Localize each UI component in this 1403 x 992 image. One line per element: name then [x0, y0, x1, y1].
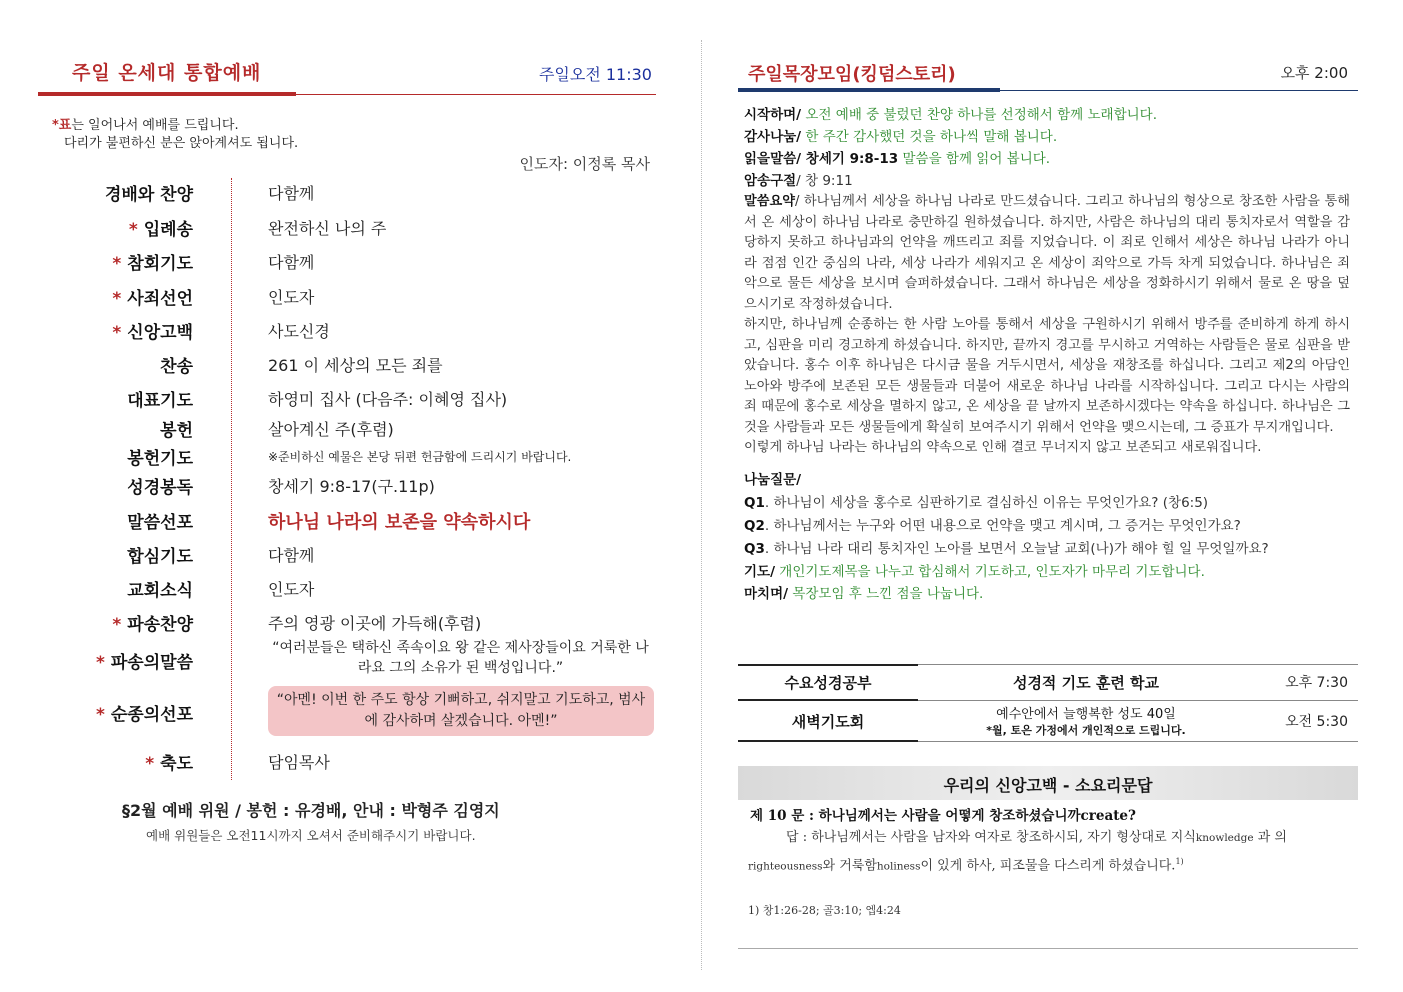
order-row: [38, 508, 656, 533]
stand-star: *: [112, 289, 122, 309]
order-label: 찬송: [160, 357, 193, 377]
small-group-title: 주일목장모임(킹덤스토리): [748, 64, 956, 85]
schedule-desc: 예수안에서 늘행복한 성도 40일: [996, 707, 1176, 722]
schedule-rule: [738, 664, 918, 666]
order-row: [38, 180, 656, 205]
order-label: * 사죄선언: [112, 289, 193, 309]
stand-star: *: [145, 754, 155, 774]
order-row: [38, 215, 656, 240]
order-value: 인도자: [268, 288, 315, 307]
order-value: 담임목사: [268, 753, 330, 772]
order-label: * 축도: [145, 754, 193, 774]
order-label: 성경봉독: [127, 478, 193, 498]
schedule-row: [738, 702, 1358, 738]
schedule-name: 수요성경공부: [784, 674, 872, 692]
small-group-page: [738, 0, 1358, 992]
header-rule-thin: [296, 94, 656, 95]
share-question-heading: 나눔질문/: [744, 471, 802, 488]
schedule-name: 새벽기도회: [791, 713, 865, 731]
sending-word: “여러분들은 택하신 족속이요 왕 같은 제사장들이요 거룩한 나라요 그의 소유가 된 백성입니다.”: [272, 640, 649, 676]
worship-time: 주일오전 11:30: [538, 65, 652, 84]
header-rule-thin: [1000, 90, 1358, 91]
summary-paragraph-1: 말씀요약/ 하나님께서 세상을 하나님 나라로 만드셨습니다. 그리고 하나님의 형상으로 창조한 사람을 통해서 온 세상이 하나님 나라로 충만하길 원하셨습니다. 하지만, 사람은 하나님의 대리 통치자로서 역할을 감당하지 못하고 하나님과의 언약을 깨뜨리고 죄를 지었습니다. 이 죄로 인해서 세상은 하나님 나라가 아니라 점점 인간 중심의 나라, 세상 나라가 세워지고 온 세상이 죄악으로 가득 차게 되었습니다. 하나님은 죄악으로 물든 세상을 보시며 슬퍼하셨습니다. 그래서 하나님은 세상을 정화하시기 위해서 물로 온 땅을 덮으시기로 작정하셨습니다.: [744, 194, 1350, 312]
order-label: * 파송찬양: [112, 615, 193, 635]
schedule-desc: 성경적 기도 훈련 학교: [1012, 674, 1160, 692]
order-label: * 파송의말씀: [95, 653, 193, 673]
order-row: [38, 249, 656, 274]
stand-star: *: [95, 705, 105, 725]
worship-header: [38, 58, 656, 98]
order-row: [38, 640, 656, 676]
reading-line: 읽을말씀/ 창세기 9:8-13 말씀을 함께 읽어 봅니다.: [744, 151, 1051, 167]
schedule-rule: [918, 741, 1358, 742]
schedule-note: *월, 토은 가정에서 개인적으로 드립니다.: [986, 724, 1186, 737]
worship-title: 주일 온세대 통합예배: [72, 62, 262, 84]
order-row: [38, 610, 656, 635]
catechism-answer: 답 : 하나님께서는 사람을 남자와 여자로 창조하시되, 자기 형상대로 지식knowledge 과 의righteousness와 거룩함holiness이 있게 하사, 피조물을 다스리게 하셨습니다.$^{1)}$: [748, 830, 1287, 874]
stand-star: *: [112, 323, 122, 343]
schedule-rule: [918, 700, 1358, 701]
header-rule-thick: [738, 88, 1000, 92]
bottom-rule: [738, 948, 1358, 949]
catechism-footnote: 1) 창1:26-28; 골3:10; 엡4:24: [748, 904, 901, 917]
order-label: 봉헌: [160, 421, 193, 441]
order-row: [38, 473, 656, 498]
order-row: [38, 318, 656, 343]
start-line: 시작하며/ 오전 예배 중 불렀던 찬양 하나를 선정해서 함께 노래합니다.: [744, 107, 1158, 123]
order-value: 살아계신 주(후렴): [268, 420, 394, 439]
worship-order-page: [38, 0, 656, 992]
sermon-title: 하나님 나라의 보존을 약속하시다: [268, 511, 531, 533]
obedience-declaration: “아멘! 이번 한 주도 항상 기뻐하고, 쉬지말고 기도하고, 범사에 감사하며 살겠습니다. 아멘!”: [268, 686, 654, 736]
order-row: [38, 542, 656, 567]
question-1: Q1. 하나님이 세상을 홍수로 심판하기로 결심하신 이유는 무엇인가요? (창6:5): [744, 494, 1209, 511]
order-label: 경배와 찬양: [104, 185, 193, 205]
stand-star: *: [112, 254, 122, 274]
order-label: * 입례송: [128, 220, 193, 240]
order-value: 사도신경: [268, 322, 330, 341]
order-row: [38, 576, 656, 601]
schedule-time: 오전 5:30: [1285, 714, 1348, 730]
question-3: Q3. 하나님 나라 대리 통치자인 노아를 보면서 오늘날 교회(나)가 해야 힐 일 무엇일까요?: [744, 540, 1269, 557]
memory-verse-line: 암송구절/ 창 9:11: [744, 173, 853, 189]
thanks-line: 감사나눔/ 한 주간 감사했던 것을 하나씩 말해 봅니다.: [744, 129, 1058, 145]
order-row: [38, 352, 656, 377]
worship-staff: §2월 예배 위원 / 봉헌 : 유경배, 안내 : 박형주 김영지: [122, 801, 500, 820]
notice-line-1: 는 일어나서 예배를 드립니다.: [71, 118, 239, 133]
order-row: [38, 749, 656, 774]
small-group-header: [738, 58, 1358, 98]
order-label: 봉헌기도: [127, 449, 193, 469]
order-value: 다함께: [268, 253, 315, 272]
schedule-rule: [918, 664, 1358, 665]
order-label: * 신앙고백: [112, 323, 193, 343]
order-row: [38, 692, 656, 729]
footnote-mark: 1): [1175, 857, 1184, 866]
order-row: [38, 386, 656, 411]
schedule-rule: [738, 740, 918, 742]
stand-star: *: [128, 220, 138, 240]
standing-notice: [52, 117, 298, 153]
order-value: 창세기 9:8-17(구.11p): [268, 477, 435, 496]
order-value: 인도자: [268, 580, 315, 599]
prayer-line: 기도/ 개인기도제목을 나누고 합심해서 기도하고, 인도자가 마무리 기도합니다.: [744, 563, 1205, 580]
summary-paragraph-2: 하지만, 하나님께 순종하는 한 사람 노아를 통해서 세상을 구원하시기 위해서 방주를 준비하게 하게 하시고, 심판을 미리 경고하게 하셨습니다. 하지만, 끝까지 경고를 무시하고 거역하는 사람들은 물로 심판을 받았습니다. 홍수 이후 하나님은 다시금 물을 거두시면서, 세상을 재창조를 하십니다. 그리고 제2의 아담인 노아와 방주에 보존된 모든 생물들과 더불어 새로운 하나님 나라를 시작하십니다. 그리고 다시는 사람의 죄 때문에 홍수로 세상을 멸하지 않고, 온 세상을 끝 날까지 보존하시겠다는 약속을 하십니다. 하나님은 그것을 사람들과 모든 생물들에게 확실히 보여주시기 위해서 언약을 맺으시는데, 그 증표가 무지개입니다.: [744, 317, 1350, 435]
order-label: 말씀선포: [127, 513, 193, 533]
worship-staff-note: 예배 위원들은 오전11시까지 오셔서 준비해주시기 바랍니다.: [146, 828, 476, 843]
catechism-title: 우리의 신앙고백 - 소요리문답: [943, 776, 1153, 795]
order-value: 다함께: [268, 184, 315, 203]
question-2: Q2. 하나님께서는 누구와 어떤 내용으로 언약을 맺고 계시며, 그 증거는 무엇인가요?: [744, 517, 1241, 534]
order-value: ※준비하신 예물은 본당 뒤편 헌금함에 드리시기 바랍니다.: [268, 450, 572, 464]
stand-star: *: [95, 653, 105, 673]
order-row: [38, 416, 656, 441]
order-value: 완전하신 나의 주: [268, 219, 387, 238]
summary-paragraph-3: 이렇게 하나님 나라는 하나님의 약속으로 인해 결코 무너지지 않고 보존되고 새로워집니다.: [744, 440, 1262, 455]
stand-star: *: [112, 615, 122, 635]
small-group-body: [744, 104, 1350, 604]
order-label: * 참회기도: [112, 254, 193, 274]
order-value: 하영미 집사 (다음주: 이혜영 집사): [268, 390, 508, 409]
order-value: 주의 영광 이곳에 가득해(후렴): [268, 614, 482, 633]
order-value: 다함께: [268, 546, 315, 565]
order-value: 261 이 세상의 모든 죄를: [268, 356, 443, 375]
page-divider: [701, 40, 702, 970]
order-label: 합심기도: [127, 547, 193, 567]
worship-leader: 인도자: 이정록 목사: [519, 155, 650, 173]
catechism-question: 제 10 문 : 하나님께서는 사람을 어떻게 창조하셨습니까create?: [750, 808, 1136, 824]
catechism-header: [738, 766, 1358, 800]
notice-line-2: 다리가 불편하신 분은 앉아계셔도 됩니다.: [64, 136, 299, 151]
notice-star: *표: [52, 118, 72, 133]
header-rule-thick: [38, 92, 296, 96]
schedule-time: 오후 7:30: [1285, 675, 1348, 691]
order-label: 교회소식: [127, 581, 193, 601]
order-label: * 순종의선포: [95, 705, 193, 725]
small-group-time: 오후 2:00: [1280, 64, 1348, 82]
schedule-rule: [738, 699, 918, 701]
closing-line: 마치며/ 목장모임 후 느낀 점을 나눕니다.: [744, 585, 984, 602]
order-label: 대표기도: [127, 391, 193, 411]
order-row: [38, 444, 656, 469]
order-row: [38, 284, 656, 309]
